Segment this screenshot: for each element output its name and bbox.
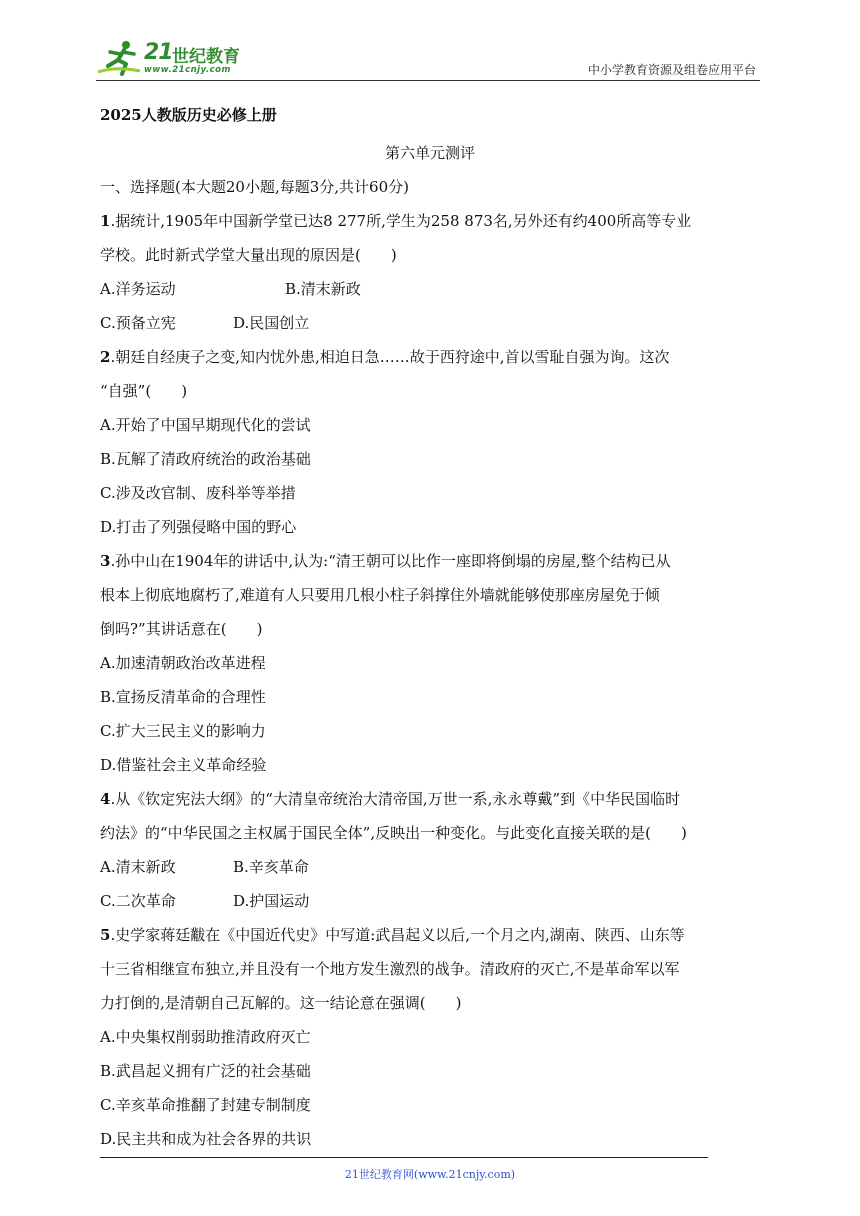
unit-title: 第六单元测评 (384, 144, 475, 162)
logo-number: 21 (144, 40, 173, 65)
question-stem-line: 倒吗?”其讲话意在( ) (100, 620, 263, 638)
option-b[interactable]: B.清末新政 (285, 280, 361, 298)
logo-text: 世纪教育 (172, 47, 240, 67)
option-a[interactable]: A.洋务运动 (100, 280, 176, 298)
option-d[interactable]: D.民主共和成为社会各界的共识 (100, 1130, 312, 1148)
question-2 (100, 340, 764, 544)
question-number: 2 (100, 348, 111, 366)
question-stem-line: 5.史学家蒋廷黻在《中国近代史》中写道:武昌起义以后,一个月之内,湖南、陕西、山东等 (100, 926, 685, 944)
option-a[interactable]: A.开始了中国早期现代化的尝试 (100, 416, 311, 434)
option-d[interactable]: D.民国创立 (233, 314, 310, 332)
footer-link[interactable]: 21世纪教育网(www.21cnjy.com) (344, 1168, 516, 1181)
question-stem-line: 1.据统计,1905年中国新学堂已达8 277所,学生为258 873名,另外还有约400所高等专业 (100, 212, 692, 230)
option-c[interactable]: C.扩大三民主义的影响力 (100, 722, 266, 740)
question-stem-line: 约法》的“中华民国之主权属于国民全体”,反映出一种变化。与此变化直接关联的是( ) (100, 824, 687, 842)
option-b[interactable]: B.瓦解了清政府统治的政治基础 (100, 450, 311, 468)
question-stem-line: 4.从《钦定宪法大纲》的“大清皇帝统治大清帝国,万世一系,永永尊戴”到《中华民国临时 (100, 790, 681, 808)
option-a[interactable]: A.中央集权削弱助推清政府灭亡 (100, 1028, 311, 1046)
option-b[interactable]: B.辛亥革命 (233, 858, 309, 876)
page-header (96, 38, 760, 82)
header-divider (96, 80, 760, 81)
question-number: 1 (100, 212, 111, 230)
question-list (100, 170, 764, 1156)
option-b[interactable]: B.宣扬反清革命的合理性 (100, 688, 266, 706)
options-row (100, 884, 764, 918)
footer-divider (100, 1157, 708, 1158)
question-3 (100, 544, 764, 782)
option-a[interactable]: A.清末新政 (100, 858, 176, 876)
brand-logo (96, 38, 256, 78)
question-stem-line: 2.朝廷自经庚子之变,知内忧外患,相迫日急……故于西狩途中,首以雪耻自强为询。这次 (100, 348, 670, 366)
options-row (100, 272, 764, 306)
option-c[interactable]: C.二次革命 (100, 892, 176, 910)
options-row (100, 850, 764, 884)
question-stem-line: 学校。此时新式学堂大量出现的原因是( ) (100, 246, 397, 264)
option-c[interactable]: C.预备立宪 (100, 314, 176, 332)
question-stem-line: 3.孙中山在1904年的讲话中,认为:“清王朝可以比作一座即将倒塌的房屋,整个结构已从 (100, 552, 671, 570)
runner-icon (96, 38, 144, 78)
question-stem-line: 根本上彻底地腐朽了,难道有人只要用几根小柱子斜撑住外墙就能够使那座房屋免于倾 (100, 586, 660, 604)
question-stem-line: 十三省相继宣布独立,并且没有一个地方发生激烈的战争。清政府的灭亡,不是革命军以军 (100, 960, 680, 978)
option-b[interactable]: B.武昌起义拥有广泛的社会基础 (100, 1062, 311, 1080)
options-row (100, 306, 764, 340)
question-number: 3 (100, 552, 111, 570)
option-c[interactable]: C.涉及改官制、废科举等举措 (100, 484, 296, 502)
book-title: 2025人教版历史必修上册 (100, 106, 277, 124)
question-1 (100, 204, 764, 340)
option-c[interactable]: C.辛亥革命推翻了封建专制制度 (100, 1096, 311, 1114)
question-stem-line: “自强”( ) (100, 382, 188, 400)
question-5 (100, 918, 764, 1156)
option-d[interactable]: D.打击了列强侵略中国的野心 (100, 518, 297, 536)
question-stem-line: 力打倒的,是清朝自己瓦解的。这一结论意在强调( ) (100, 994, 462, 1012)
option-a[interactable]: A.加速清朝政治改革进程 (100, 654, 266, 672)
question-number: 5 (100, 926, 111, 944)
option-d[interactable]: D.护国运动 (233, 892, 310, 910)
question-number: 4 (100, 790, 111, 808)
question-4 (100, 782, 764, 918)
section-heading: 一、选择题(本大题20小题,每题3分,共计60分) (100, 178, 409, 196)
platform-tagline: 中小学教育资源及组卷应用平台 (587, 63, 756, 77)
option-d[interactable]: D.借鉴社会主义革命经验 (100, 756, 267, 774)
logo-url: www.21cnjy.com (144, 65, 231, 75)
